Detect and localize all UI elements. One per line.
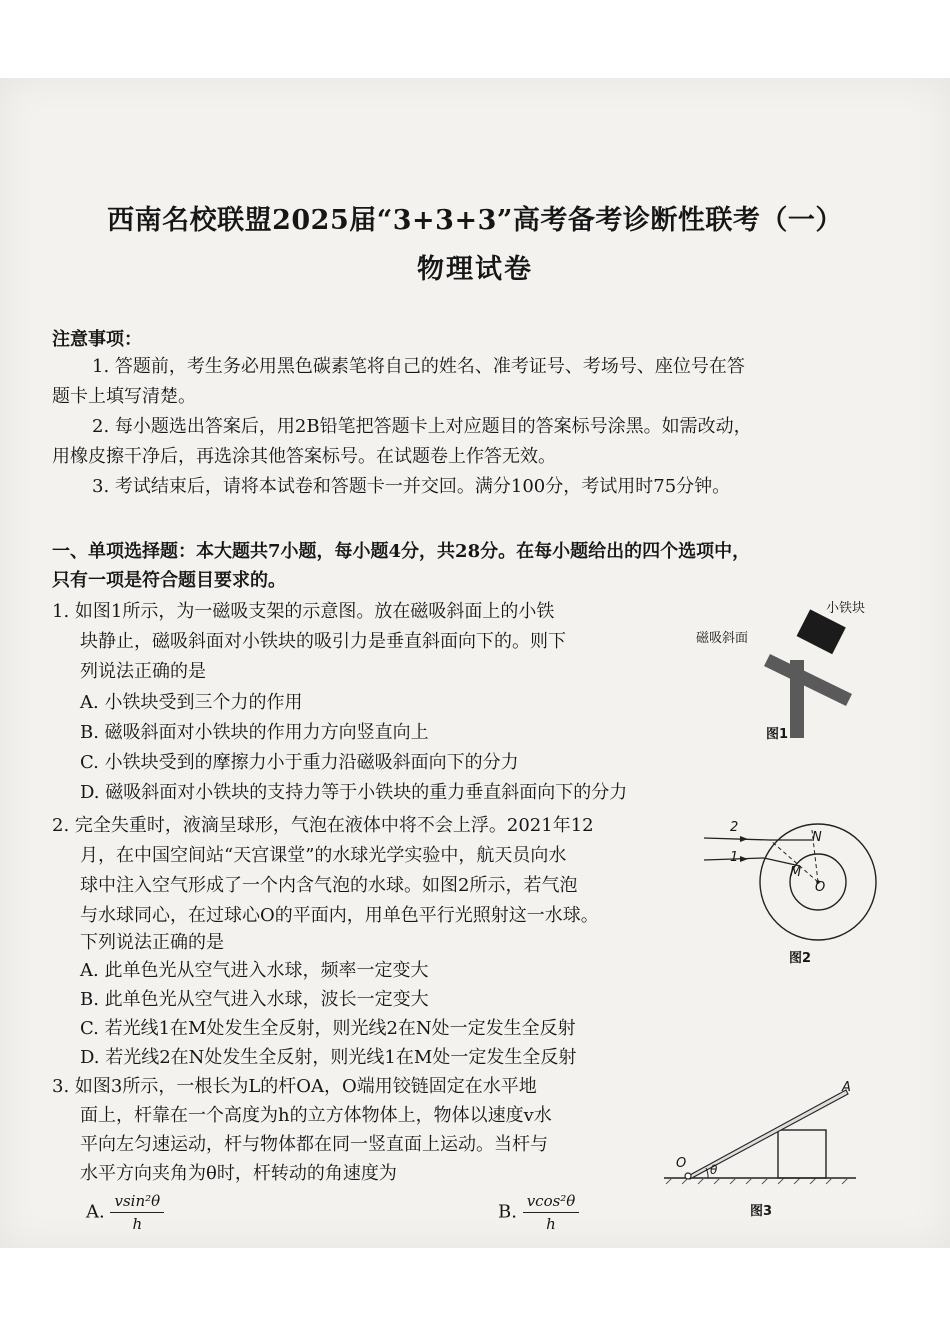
figure-1-diagram xyxy=(760,598,870,738)
q3-stem-line1: 3. 如图3所示，一根长为L的杆OA，O端用铰链固定在水平地 xyxy=(52,1076,537,1097)
q1-option-d: D. 磁吸斜面对小铁块的支持力等于小铁块的重力垂直斜面向下的分力 xyxy=(80,782,628,803)
q3-option-a-denominator: h xyxy=(132,1215,143,1233)
figure-3-diagram xyxy=(660,1080,860,1190)
figure-2-point-o: O xyxy=(815,880,826,895)
q2-option-b: B. 此单色光从空气进入水球，波长一定变大 xyxy=(80,989,429,1010)
q2-option-c: C. 若光线1在M处发生全反射，则光线2在N处一定发生全反射 xyxy=(80,1018,576,1039)
figure-2-caption: 图2 xyxy=(789,951,812,966)
figure-2-point-m: M xyxy=(790,865,802,880)
q1-option-c: C. 小铁块受到的摩擦力小于重力沿磁吸斜面向下的分力 xyxy=(80,752,519,773)
q2-stem-line5: 下列说法正确的是 xyxy=(80,932,224,953)
figure-3-point-a: A xyxy=(842,1080,851,1095)
figure-3-angle: θ xyxy=(710,1163,718,1177)
q3-stem-line2: 面上，杆靠在一个高度为h的立方体物体上，物体以速度v水 xyxy=(80,1105,552,1126)
cube-block xyxy=(778,1130,826,1178)
q3-option-b-fraction xyxy=(523,1192,580,1233)
ray-2 xyxy=(704,838,770,840)
exam-title: 西南名校联盟2025届“3+3+3”高考备考诊断性联考（一） xyxy=(107,205,843,236)
notice-item-2-line2: 用橡皮擦干净后，再选涂其他答案标号。在试题卷上作答无效。 xyxy=(52,446,556,467)
q3-option-a-fraction xyxy=(110,1192,164,1233)
q3-stem-line3: 平向左匀速运动，杆与物体都在同一竖直面上运动。当杆与 xyxy=(80,1134,548,1155)
q3-option-a xyxy=(86,1192,164,1233)
q1-stem-line3: 列说法正确的是 xyxy=(80,661,206,682)
q3-option-a-letter: A. xyxy=(86,1201,105,1223)
figure-2-point-n: N xyxy=(812,830,822,845)
section-heading-line2: 只有一项是符合题目要求的。 xyxy=(52,570,286,591)
q1-stem-line1: 1. 如图1所示，为一磁吸支架的示意图。放在磁吸斜面上的小铁 xyxy=(52,601,555,622)
q2-stem-line1: 2. 完全失重时，液滴呈球形，气泡在液体中将不会上浮。2021年12 xyxy=(52,815,594,836)
figure-3-point-o: O xyxy=(676,1156,687,1171)
q1-option-a: A. 小铁块受到三个力的作用 xyxy=(80,692,303,713)
q2-option-a: A. 此单色光从空气进入水球，频率一定变大 xyxy=(80,960,429,981)
figure-2-ray-2-label: 2 xyxy=(730,820,739,835)
q3-option-b-denominator: h xyxy=(546,1215,556,1233)
exam-subtitle: 物理试卷 xyxy=(417,254,533,285)
q2-stem-line3: 球中注入空气形成了一个内含气泡的水球。如图2所示，若气泡 xyxy=(80,875,578,896)
figure-3-caption: 图3 xyxy=(750,1204,773,1219)
q2-stem-line2: 月，在中国空间站“天宫课堂”的水球光学实验中，航天员向水 xyxy=(80,845,567,866)
figure-1-label-slope: 磁吸斜面 xyxy=(696,631,749,646)
figure-2-ray-1-label: 1 xyxy=(730,850,739,865)
q1-stem-line2: 块静止，磁吸斜面对小铁块的吸引力是垂直斜面向下的。则下 xyxy=(80,631,566,652)
q1-option-b: B. 磁吸斜面对小铁块的作用力方向竖直向上 xyxy=(80,722,429,743)
notice-item-1-line2: 题卡上填写清楚。 xyxy=(52,386,196,407)
q3-option-b-numerator: vcos²θ xyxy=(523,1192,580,1213)
q3-option-b-letter: B. xyxy=(498,1201,517,1223)
notice-heading: 注意事项： xyxy=(52,329,142,350)
magnetic-slope xyxy=(764,654,852,706)
notice-item-3-line1: 3. 考试结束后，请将本试卷和答题卡一并交回。满分100分，考试用时75分钟。 xyxy=(92,476,731,497)
section-heading-line1: 一、单项选择题：本大题共7小题，每小题4分，共28分。在每小题给出的四个选项中， xyxy=(52,541,751,562)
iron-block xyxy=(797,609,846,654)
q3-option-b xyxy=(498,1192,579,1233)
q3-stem-line4: 水平方向夹角为θ时，杆转动的角速度为 xyxy=(80,1163,397,1184)
q3-option-a-numerator: vsin²θ xyxy=(110,1192,164,1213)
figure-2-diagram xyxy=(700,800,890,960)
q2-option-d: D. 若光线2在N处发生全反射，则光线1在M处一定发生全反射 xyxy=(80,1047,577,1068)
notice-item-2-line1: 2. 每小题选出答案后，用2B铅笔把答题卡上对应题目的答案标号涂黑。如需改动， xyxy=(92,416,752,437)
hinge-o xyxy=(685,1173,691,1179)
notice-item-1-line1: 1. 答题前，考生务必用黑色碳素笔将自己的姓名、准考证号、考场号、座位号在答 xyxy=(92,356,745,377)
figure-1-caption: 图1 xyxy=(766,727,789,742)
q2-stem-line4: 与水球同心，在过球心O的平面内，用单色平行光照射这一水球。 xyxy=(80,905,599,926)
figure-1-label-block: 小铁块 xyxy=(826,601,866,616)
